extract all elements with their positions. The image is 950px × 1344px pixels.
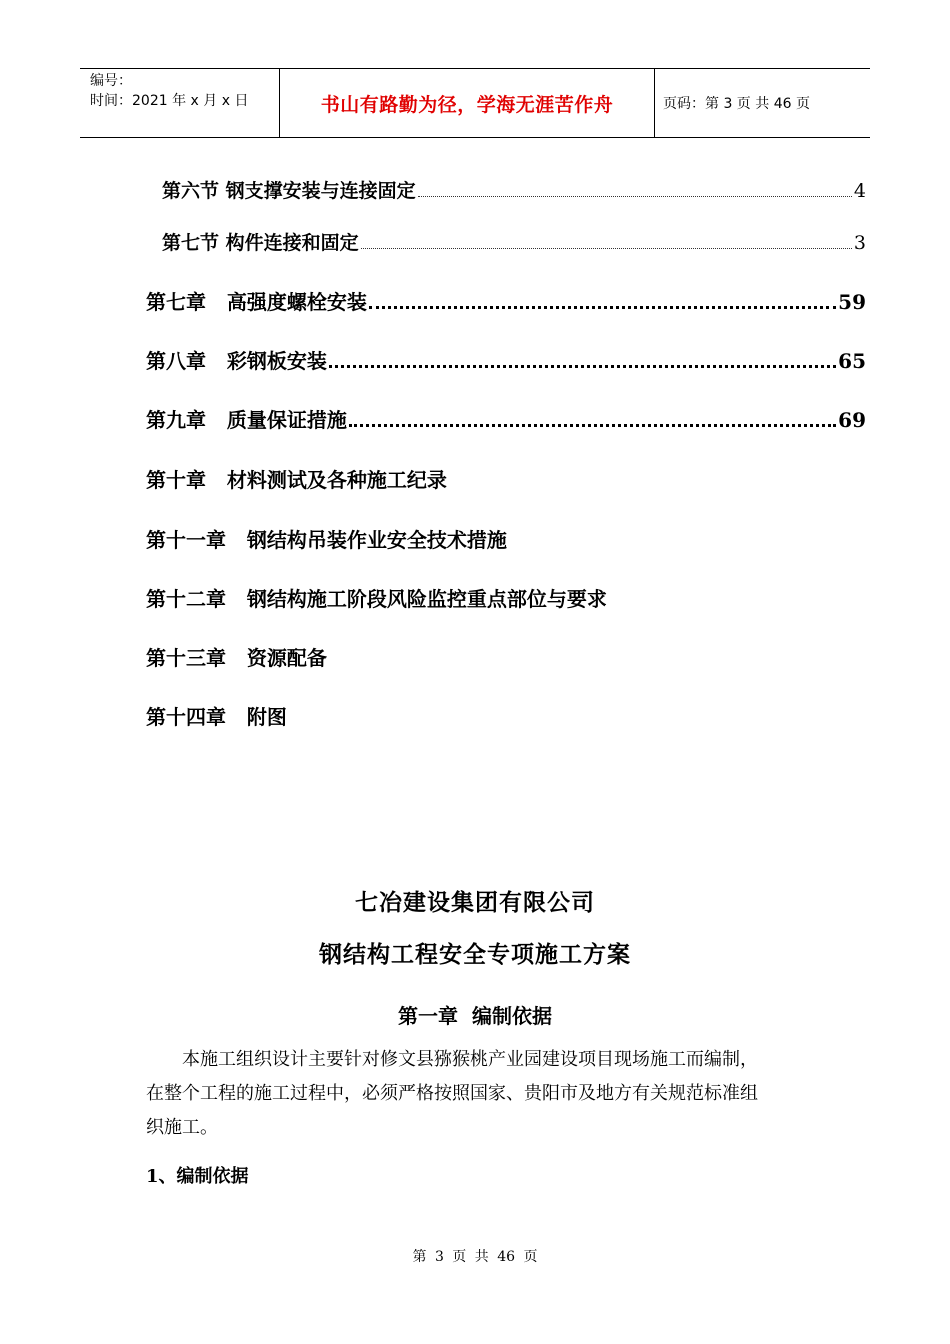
header-time-label: 时间：2021 年 x 月 x 日 bbox=[90, 93, 249, 109]
header-page-info: 页码：第 3 页 共 46 页 bbox=[663, 96, 810, 112]
toc-entry-page: 3 bbox=[853, 232, 866, 254]
paragraph-line: 本施工组织设计主要针对修文县猕猴桃产业园建设项目现场施工而编制， bbox=[182, 1049, 758, 1070]
toc-chapter[interactable]: 第十章 材料测试及各种施工纪录 bbox=[146, 468, 447, 492]
header-meta bbox=[80, 69, 280, 137]
header-number-label: 编号： bbox=[90, 73, 132, 89]
toc-entry-label: 第七节 构件连接和固定 bbox=[162, 232, 359, 254]
toc-entry[interactable] bbox=[162, 228, 866, 255]
chapter-heading: 第一章 编制依据 bbox=[398, 1004, 552, 1028]
subheading: 1、编制依据 bbox=[146, 1166, 249, 1187]
toc-leader bbox=[361, 248, 852, 249]
toc-chapter[interactable]: 第十二章 钢结构施工阶段风险监控重点部位与要求 bbox=[146, 587, 607, 611]
toc-entry[interactable] bbox=[162, 176, 866, 203]
paragraph-line: 织施工。 bbox=[146, 1117, 218, 1138]
toc-entry-page: 59 bbox=[838, 290, 866, 314]
document-header bbox=[80, 68, 870, 138]
toc-entry[interactable] bbox=[146, 404, 866, 433]
toc-entry-page: 4 bbox=[853, 180, 866, 202]
toc-chapter[interactable]: 第十四章 附图 bbox=[146, 705, 287, 729]
page-footer: 第 3 页 共 46 页 bbox=[412, 1249, 538, 1265]
header-motto: 书山有路勤为径，学海无涯苦作舟 bbox=[280, 69, 655, 137]
toc-entry[interactable] bbox=[146, 345, 866, 374]
document-title: 钢结构工程安全专项施工方案 bbox=[319, 941, 631, 968]
toc-entry-page: 65 bbox=[838, 349, 866, 373]
toc-leader bbox=[329, 365, 836, 368]
toc-chapter[interactable]: 第十一章 钢结构吊装作业安全技术措施 bbox=[146, 528, 507, 552]
toc-leader bbox=[418, 196, 852, 197]
toc-entry-label: 第六节 钢支撑安装与连接固定 bbox=[162, 180, 416, 202]
toc-leader bbox=[349, 424, 836, 427]
toc-entry-page: 69 bbox=[838, 408, 866, 432]
toc-entry[interactable] bbox=[146, 286, 866, 315]
body-paragraph bbox=[146, 1043, 806, 1145]
toc-entry-label: 第九章 质量保证措施 bbox=[146, 408, 347, 432]
company-name: 七冶建设集团有限公司 bbox=[355, 889, 595, 916]
paragraph-line: 在整个工程的施工过程中，必须严格按照国家、贵阳市及地方有关规范标准组 bbox=[146, 1083, 758, 1104]
toc-entry-label: 第七章 高强度螺栓安装 bbox=[146, 290, 367, 314]
toc-chapter[interactable]: 第十三章 资源配备 bbox=[146, 646, 327, 670]
toc-leader bbox=[369, 306, 836, 309]
toc-entry-label: 第八章 彩钢板安装 bbox=[146, 349, 327, 373]
